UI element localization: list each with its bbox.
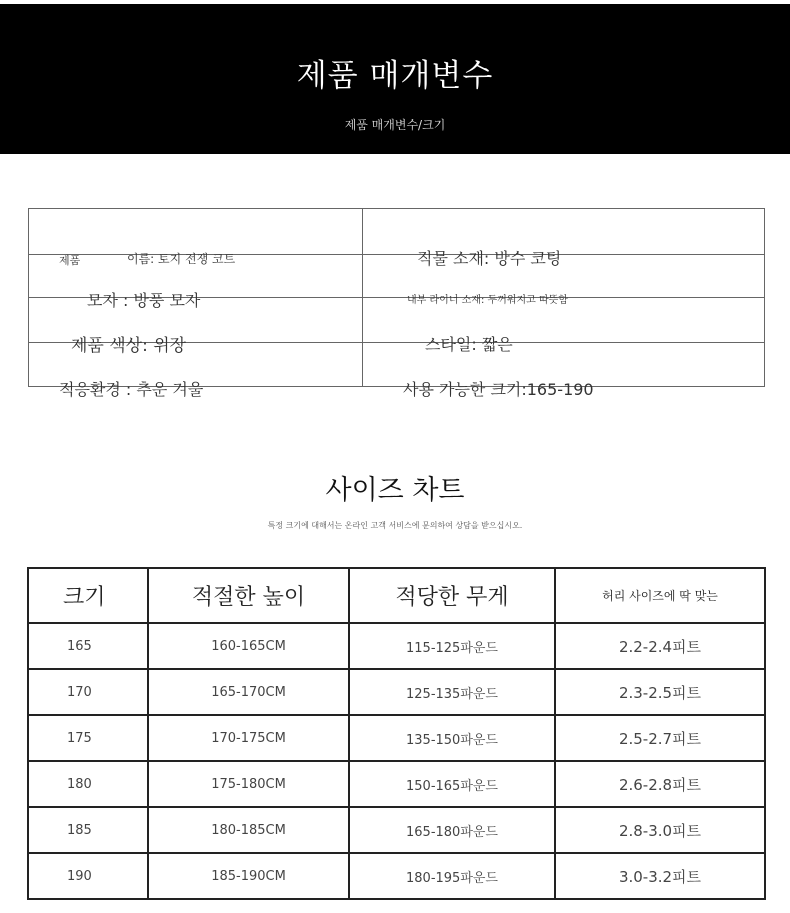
param-lining: 내부 라이너 소재: 두꺼워지고 따뜻함 xyxy=(407,295,568,306)
cell-size: 175 xyxy=(28,715,148,761)
cell-weight: 115-125파운드 xyxy=(349,623,555,669)
cell-waist: 2.3-2.5피트 xyxy=(555,669,765,715)
param-fabric: 직물 소재: 방수 코팅 xyxy=(417,248,562,268)
product-parameters-table xyxy=(28,208,765,399)
cell-size: 190 xyxy=(28,853,148,899)
param-product-label: 제품 xyxy=(59,253,81,267)
cell-weight: 150-165파운드 xyxy=(349,761,555,807)
table-row xyxy=(28,853,765,899)
cell-size: 180 xyxy=(28,761,148,807)
size-header-row xyxy=(28,568,765,623)
cell-weight: 125-135파운드 xyxy=(349,669,555,715)
cell-waist: 2.8-3.0피트 xyxy=(555,807,765,853)
table-row xyxy=(28,761,765,807)
param-cell xyxy=(363,209,765,268)
table-row xyxy=(28,807,765,853)
header-height: 적절한 높이 xyxy=(148,568,349,623)
header-waist: 허리 사이즈에 딱 맞는 xyxy=(555,568,765,623)
param-hood: 모자 : 방풍 모자 xyxy=(87,291,201,310)
cell-size: 185 xyxy=(28,807,148,853)
table-row xyxy=(28,669,765,715)
param-color: 제품 색상: 위장 xyxy=(71,336,187,356)
size-chart-title: 사이즈 차트 xyxy=(325,475,465,506)
param-available-sizes: 사용 가능한 크기:165-190 xyxy=(403,379,594,399)
cell-height: 170-175CM xyxy=(148,715,349,761)
cell-waist: 2.2-2.4피트 xyxy=(555,623,765,669)
header-weight: 적당한 무게 xyxy=(349,568,555,623)
param-environment: 적응환경 : 추운 겨울 xyxy=(59,379,204,399)
cell-weight: 135-150파운드 xyxy=(349,715,555,761)
page-title: 제품 매개변수 xyxy=(296,58,494,94)
cell-size: 170 xyxy=(28,669,148,715)
param-style: 스타일: 짧은 xyxy=(425,335,513,354)
header-banner xyxy=(0,4,790,154)
cell-height: 175-180CM xyxy=(148,761,349,807)
cell-weight: 165-180파운드 xyxy=(349,807,555,853)
cell-size: 165 xyxy=(28,623,148,669)
table-row xyxy=(28,623,765,669)
cell-waist: 3.0-3.2피트 xyxy=(555,853,765,899)
table-row xyxy=(28,715,765,761)
cell-waist: 2.5-2.7피트 xyxy=(555,715,765,761)
cell-weight: 180-195파운드 xyxy=(349,853,555,899)
cell-height: 185-190CM xyxy=(148,853,349,899)
param-product-name: 이름: 토지 전쟁 코트 xyxy=(127,251,236,266)
param-cell xyxy=(29,209,363,267)
cell-height: 160-165CM xyxy=(148,623,349,669)
param-row xyxy=(29,209,765,255)
size-chart-note: 특정 크기에 대해서는 온라인 고객 서비스에 문의하여 상담을 받으십시오. xyxy=(267,521,523,530)
size-chart-table xyxy=(27,567,766,900)
cell-waist: 2.6-2.8피트 xyxy=(555,761,765,807)
header-size: 크기 xyxy=(28,568,148,623)
page-subtitle: 제품 매개변수/크기 xyxy=(344,118,446,132)
cell-height: 165-170CM xyxy=(148,669,349,715)
cell-height: 180-185CM xyxy=(148,807,349,853)
param-cell xyxy=(363,343,765,399)
